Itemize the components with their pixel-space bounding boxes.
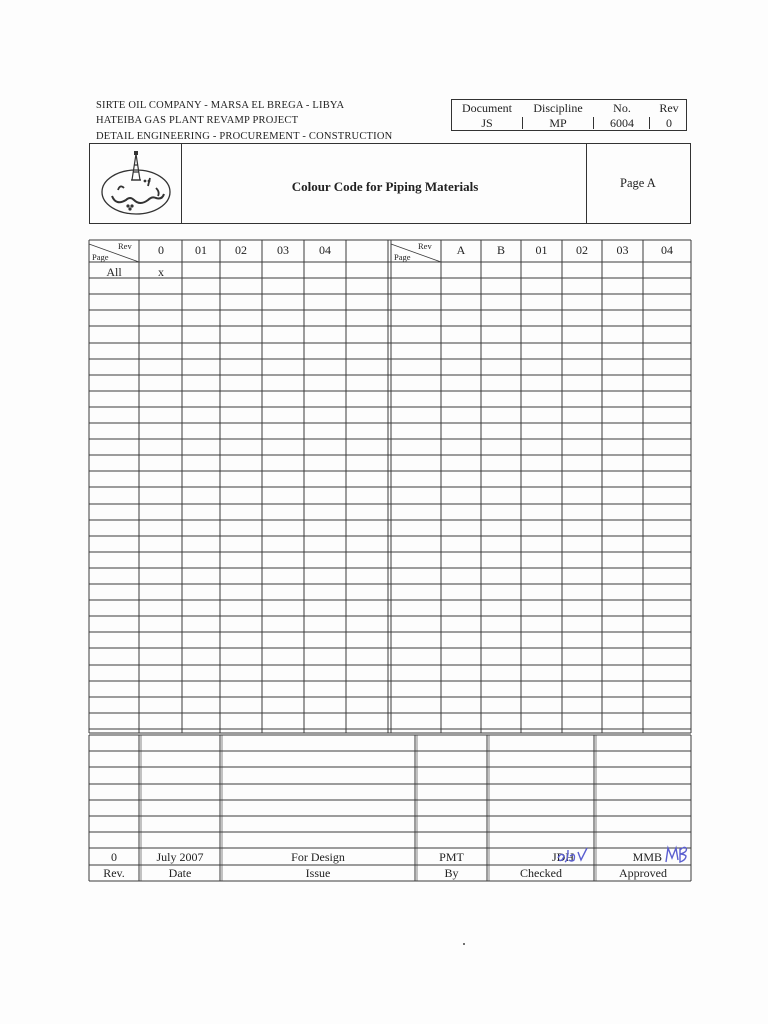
rev-checked: JDH: [551, 850, 574, 864]
rev-col-header: 04: [319, 243, 331, 257]
rev-col-header: 04: [661, 243, 673, 257]
issue-label-cell: Issue: [305, 866, 331, 880]
discipline-value: MP: [549, 116, 567, 130]
number-value: 6004: [610, 116, 634, 130]
checked-signature: [556, 846, 594, 868]
rev-by: PMT: [439, 850, 464, 864]
number-label: No.: [613, 101, 631, 115]
corner-page-label: Page: [92, 252, 109, 262]
by-label-cell: By: [444, 866, 459, 880]
project-name: HATEIBA GAS PLANT REVAMP PROJECT: [96, 115, 299, 126]
document-label: Document: [462, 101, 512, 115]
rev-col-header: B: [496, 243, 505, 257]
rev-col-header: 02: [576, 243, 588, 257]
rev-issue: For Design: [291, 850, 345, 864]
rev-col-header: A: [456, 243, 466, 257]
rev-col-header: 02: [235, 243, 247, 257]
rev-approved: MMB: [632, 850, 662, 864]
checked-label-cell: Checked: [520, 866, 562, 880]
corner-rev-label: Rev: [418, 241, 432, 251]
rev-col-header: 03: [277, 243, 289, 257]
approved-label-cell: Approved: [619, 866, 667, 880]
rev-value: 0: [666, 116, 672, 130]
rev-number: 0: [111, 850, 117, 864]
rev-col-header: 01: [195, 243, 207, 257]
corner-rev-label: Rev: [118, 241, 132, 251]
page-label: Page A: [620, 176, 656, 190]
rev-label: Rev: [659, 101, 679, 115]
company-name: SIRTE OIL COMPANY - MARSA EL BREGA - LIBYA: [96, 100, 345, 111]
page-all-cell: All: [106, 265, 122, 279]
rev-0-mark: x: [158, 265, 164, 279]
corner-page-label: Page: [394, 252, 411, 262]
project-scope: DETAIL ENGINEERING - PROCUREMENT - CONSTRUCTION: [96, 131, 393, 142]
rev-col-header: 03: [616, 243, 629, 257]
date-label-cell: Date: [168, 866, 192, 880]
rev-col-header: 0: [158, 243, 164, 257]
page-dot: [463, 943, 465, 945]
rev-col-header: 01: [535, 243, 548, 257]
document-title: Colour Code for Piping Materials: [291, 179, 479, 194]
rev-date: July 2007: [156, 850, 204, 864]
rev-label-cell: Rev.: [103, 866, 125, 880]
discipline-label: Discipline: [533, 101, 583, 115]
document-value: JS: [481, 116, 493, 130]
